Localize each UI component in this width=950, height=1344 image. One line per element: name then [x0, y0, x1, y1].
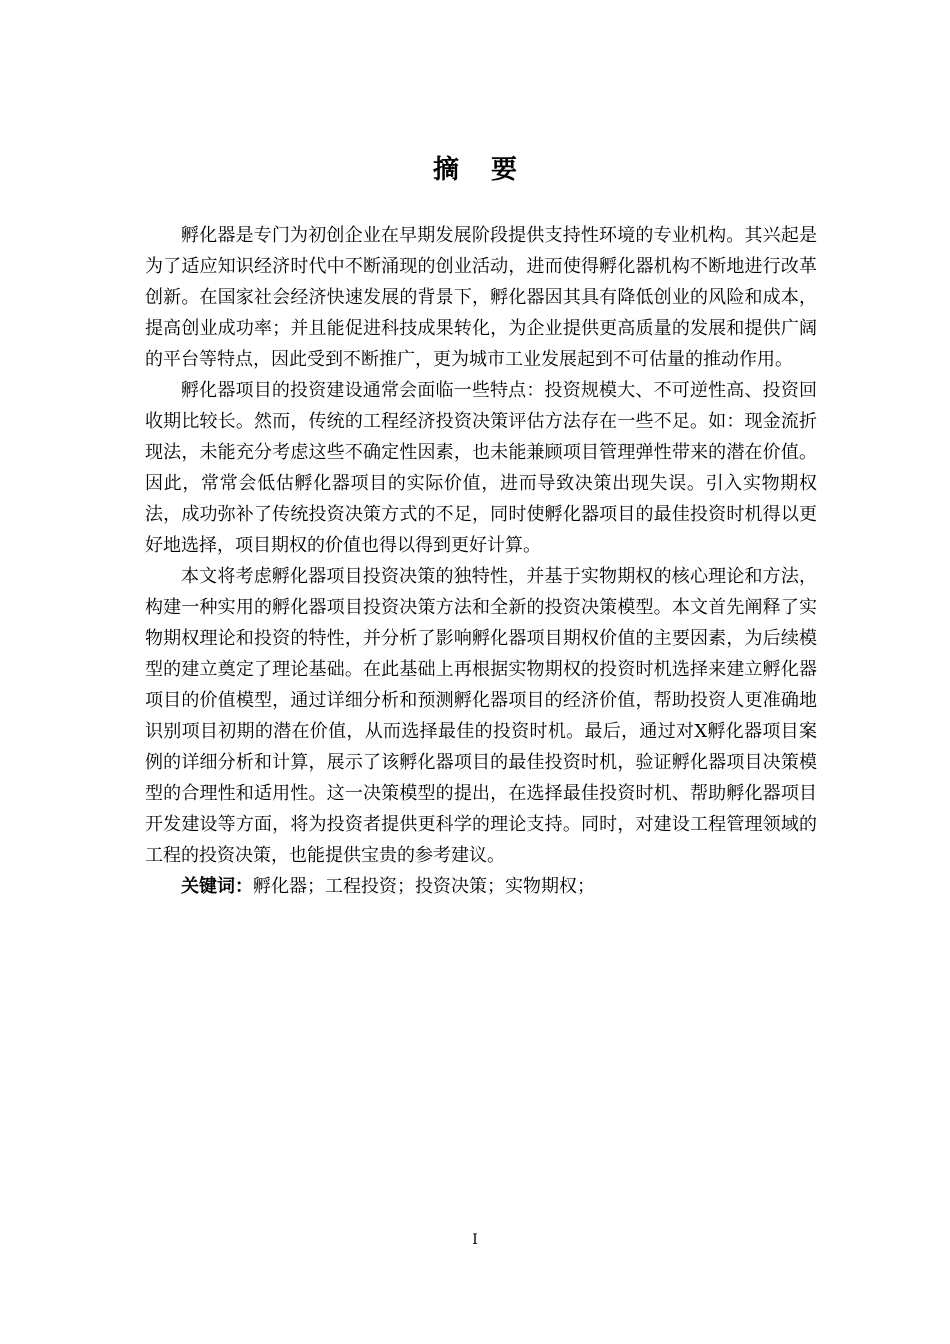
keywords-value: 孵化器；工程投资；投资决策；实物期权； [253, 876, 595, 897]
abstract-paragraph-1: 孵化器是专门为初创企业在早期发展阶段提供支持性环境的专业机构。其兴起是为了适应知识经济时代中不断涌现的创业活动，进而使得孵化器机构不断地进行改革创新。在国家社会经济快速发展的背景下，孵化器因其具有降低创业的风险和成本，提高创业成功率；并且能促进科技成果转化，为企业提供更高质量的发展和提供广阔的平台等特点，因此受到不断推广，更为城市工业发展起到不可估量的推动作用。 [145, 225, 817, 370]
abstract-body [145, 220, 817, 902]
keywords-line [145, 871, 817, 902]
abstract-paragraph-2: 孵化器项目的投资建设通常会面临一些特点：投资规模大、不可逆性高、投资回收期比较长。然而，传统的工程经济投资决策评估方法存在一些不足。如：现金流折现法，未能充分考虑这些不确定性因素，也未能兼顾项目管理弹性带来的潜在价值。因此，常常会低估孵化器项目的实际价值，进而导致决策出现失误。引入实物期权法，成功弥补了传统投资决策方式的不足，同时使孵化器项目的最佳投资时机得以更好地选择，项目期权的价值也得以得到更好计算。 [145, 380, 817, 556]
page-title: 摘要 [432, 155, 549, 185]
keywords-label: 关键词： [181, 876, 253, 897]
page-number: I [472, 1232, 478, 1248]
abstract-paragraph-3: 本文将考虑孵化器项目投资决策的独特性，并基于实物期权的核心理论和方法，构建一种实用的孵化器项目投资决策方法和全新的投资决策模型。本文首先阐释了实物期权理论和投资的特性，并分析了影响孵化器项目期权价值的主要因素，为后续模型的建立奠定了理论基础。在此基础上再根据实物期权的投资时机选择来建立孵化器项目的价值模型，通过详细分析和预测孵化器项目的经济价值，帮助投资人更准确地识别项目初期的潜在价值，从而选择最佳的投资时机。最后，通过对X孵化器项目案例的详细分析和计算，展示了该孵化器项目的最佳投资时机，验证孵化器项目决策模型的合理性和适用性。这一决策模型的提出，在选择最佳投资时机、帮助孵化器项目开发建设等方面，将为投资者提供更科学的理论支持。同时，对建设工程管理领域的工程的投资决策，也能提供宝贵的参考建议。 [145, 566, 817, 866]
